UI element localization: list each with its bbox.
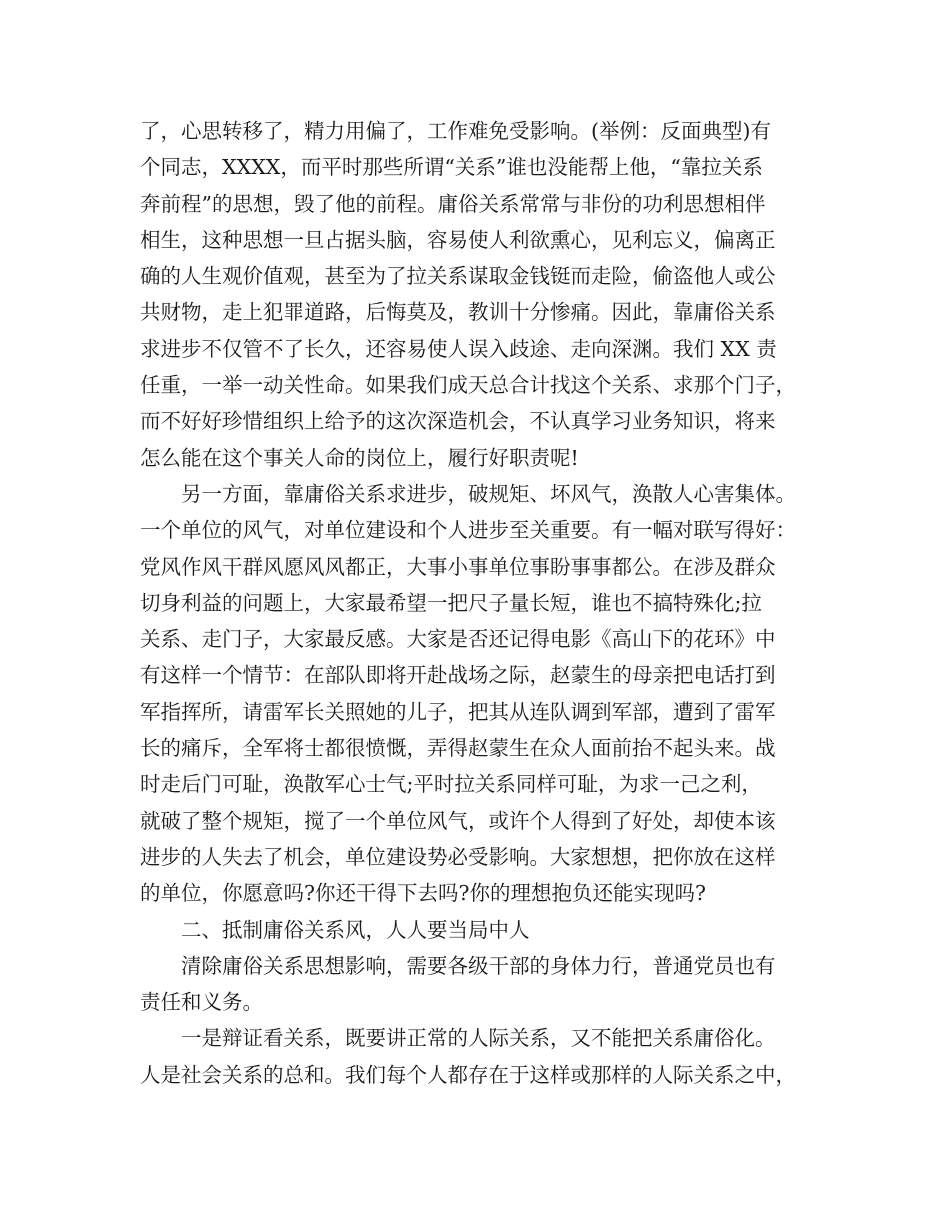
text-line: 人是社会关系的总和。我们每个人都存在于这样或那样的人际关系之中， (140, 1062, 796, 1087)
text-line: 军指挥所，请雷军长关照她的儿子，把其从连队调到军部，遭到了雷军 (140, 699, 776, 724)
paragraph-start-line: 一是辩证看关系，既要讲正常的人际关系，又不能把关系庸俗化。 (140, 1026, 776, 1051)
text-line: 一个单位的风气，对单位建设和个人进步至关重要。有一幅对联写得好： (140, 518, 796, 543)
text-line: 关系、走门子，大家最反感。大家是否还记得电影《高山下的花环》中 (140, 627, 776, 652)
text-line: 确的人生观价值观，甚至为了拉关系谋取金钱铤而走险，偷盗他人或公 (140, 264, 776, 289)
text-line: 共财物，走上犯罪道路，后悔莫及，教训十分惨痛。因此，靠庸俗关系 (140, 300, 776, 325)
text-line: 就破了整个规矩，搅了一个单位风气，或许个人得到了好处，却使本该 (140, 808, 776, 833)
text-line: 怎么能在这个事关人命的岗位上，履行好职责呢! (140, 445, 579, 470)
text-line: 求进步不仅管不了长久，还容易使人误入歧途、走向深渊。我们 XX 责 (140, 336, 777, 361)
text-line: 责任和义务。 (140, 990, 263, 1015)
text-line: 的单位，你愿意吗?你还干得下去吗?你的理想抱负还能实现吗? (140, 881, 706, 906)
text-line: 而不好好珍惜组织上给予的这次深造机会，不认真学习业务知识，将来 (140, 409, 776, 434)
text-line: 进步的人失去了机会，单位建设势必受影响。大家想想，把你放在这样 (140, 844, 776, 869)
text-line: 有这样一个情节：在部队即将开赴战场之际，赵蒙生的母亲把电话打到 (140, 663, 776, 688)
text-line: 奔前程”的思想，毁了他的前程。庸俗关系常常与非份的功利思想相伴 (140, 191, 766, 216)
section-heading: 二、抵制庸俗关系风，人人要当局中人 (140, 917, 530, 942)
text-line: 切身利益的问题上，大家最希望一把尺子量长短，谁也不搞特殊化;拉 (140, 590, 762, 615)
text-line: 相生，这种思想一旦占据头脑，容易使人利欲熏心，见利忘义，偏离正 (140, 227, 776, 252)
paragraph-start-line: 另一方面，靠庸俗关系求进步，破规矩、坏风气，涣散人心害集体。 (140, 481, 796, 506)
text-line: 任重，一举一动关性命。如果我们成天总合计找这个关系、求那个门子， (140, 373, 796, 398)
text-line: 个同志，XXXX，而平时那些所谓“关系”谁也没能帮上他，“靠拉关系 (140, 155, 763, 180)
body-text (140, 113, 820, 1093)
text-line: 长的痛斥，全军将士都很愤慨，弄得赵蒙生在众人面前抬不起头来。战 (140, 736, 776, 761)
text-line: 了，心思转移了，精力用偏了，工作难免受影响。(举例：反面典型)有 (140, 119, 771, 143)
paragraph-start-line: 清除庸俗关系思想影响，需要各级干部的身体力行，普通党员也有 (140, 953, 776, 978)
text-line: 党风作风干群风愿风风都正，大事小事单位事盼事事都公。在涉及群众 (140, 554, 776, 579)
text-line: 时走后门可耻，涣散军心士气;平时拉关系同样可耻，为求一己之利， (140, 772, 762, 797)
